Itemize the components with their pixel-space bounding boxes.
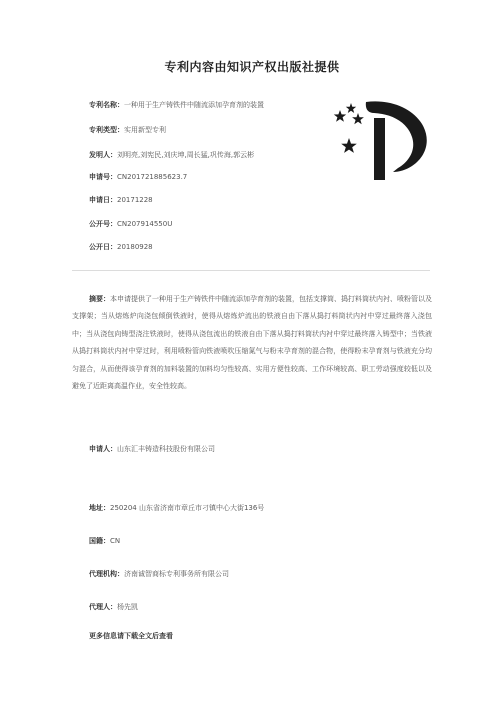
inventor-field bbox=[89, 151, 254, 160]
applicant-field bbox=[89, 445, 215, 454]
address-value: 250204 山东省济南市章丘市刁镇中心大街136号 bbox=[110, 504, 265, 512]
patent-name-value: 一种用于生产铸铁件中随流添加孕育剂的装置 bbox=[124, 101, 264, 109]
application-number-label: 申请号： bbox=[89, 173, 117, 181]
publication-number-label: 公开号： bbox=[89, 220, 117, 228]
application-number-field bbox=[89, 173, 187, 182]
patent-name-label: 专利名称： bbox=[89, 101, 124, 109]
abstract-text: 本申请提供了一种用于生产铸铁件中随流添加孕育剂的装置，包括支撑筒、捣打料筒状内衬、喷粉管以及支撑架；当从熔炼炉向浇包倾倒铁液时，使得从熔炼炉流出的铁液自由下落从捣打料筒状内衬中穿过最终落入浇包中；当从浇包向铸型浇注铁液时，使得从浇包流出的铁液自由下落从捣打料筒状内衬中穿过最终落入铸型中；当铁液从捣打料筒状内衬中穿过时，利用喷粉管向铁液喷吹压缩氮气与粉末孕育剂的混合物，使得粉末孕育剂与铁液充分均匀混合，从而使得该孕育剂的加料装置的加料均匀性较高、实用方便性较高、工作环境较高、职工劳动强度较低以及避免了近距离高温作业，安全性较高。 bbox=[72, 295, 432, 391]
address-field bbox=[89, 504, 264, 513]
pillar-shape bbox=[374, 118, 385, 180]
application-date-field bbox=[89, 196, 153, 205]
publication-date-value: 20180928 bbox=[117, 243, 153, 251]
agency-field bbox=[89, 570, 229, 579]
address-label: 地址： bbox=[89, 504, 110, 512]
application-date-label: 申请日： bbox=[89, 196, 117, 204]
application-number-value: CN201721885623.7 bbox=[117, 173, 188, 181]
publisher-logo bbox=[332, 100, 438, 180]
application-date-value: 20171228 bbox=[117, 196, 153, 204]
abstract-paragraph bbox=[72, 291, 432, 395]
publication-date-field bbox=[89, 243, 153, 252]
applicant-label: 申请人： bbox=[89, 445, 117, 453]
applicant-value: 山东汇丰铸造科技股份有限公司 bbox=[117, 445, 215, 453]
section-divider bbox=[72, 270, 430, 271]
publication-date-label: 公开日： bbox=[89, 243, 117, 251]
country-value: CN bbox=[110, 537, 121, 545]
patent-type-label: 专利类型： bbox=[89, 126, 124, 134]
patent-type-field bbox=[89, 126, 166, 135]
country-label: 国籍： bbox=[89, 537, 110, 545]
agent-field bbox=[89, 603, 138, 612]
agency-label: 代理机构： bbox=[89, 570, 124, 578]
star-icon bbox=[352, 113, 364, 124]
country-field bbox=[89, 537, 120, 546]
publication-number-value: CN207914550U bbox=[117, 220, 173, 228]
publication-number-field bbox=[89, 220, 172, 229]
star-icon bbox=[341, 138, 357, 153]
agent-value: 杨先凯 bbox=[117, 603, 138, 611]
star-icon bbox=[334, 110, 346, 122]
patent-type-value: 实用新型专利 bbox=[124, 126, 166, 134]
inventor-value: 刘明亮,刘宪民,刘庆坤,周长猛,巩传海,郭云彬 bbox=[117, 151, 255, 159]
inventor-label: 发明人： bbox=[89, 151, 117, 159]
star-icon bbox=[346, 103, 356, 113]
abstract-label: 摘要： bbox=[89, 295, 110, 303]
patent-name-field bbox=[89, 101, 264, 110]
download-more-link[interactable]: 更多信息请下载全文后查看 bbox=[89, 632, 173, 640]
agent-label: 代理人： bbox=[89, 603, 117, 611]
page-title: 专利内容由知识产权出版社提供 bbox=[164, 60, 340, 74]
agency-value: 济南诚智商标专利事务所有限公司 bbox=[124, 570, 229, 578]
